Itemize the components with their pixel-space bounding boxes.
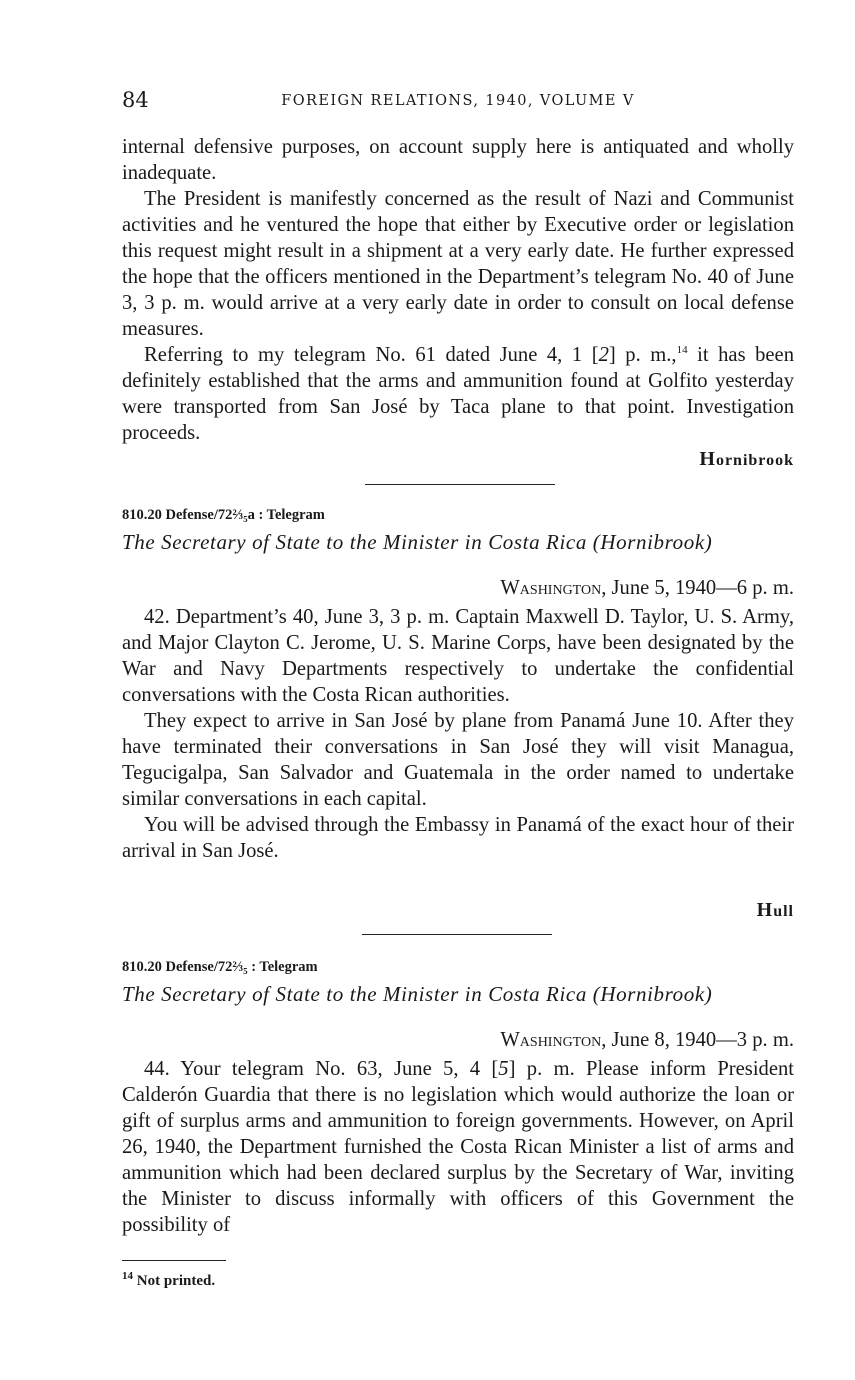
file-reference-2: 810.20 Defense/72⅔₅ : Telegram	[122, 959, 318, 975]
document-title-2: The Secretary of State to the Minister in Costa Rica (Hornibrook)	[122, 982, 713, 1006]
paragraph-42: 42. Department’s 40, June 3, 3 p. m. Captain Maxwell D. Taylor, U. S. Army, and Major Clayton C. Jerome, U. S. Marine Corps, have been designated by the War and Navy Departments respectively to undertake the confidential conversations with the Costa Rican authorities.	[122, 606, 794, 706]
dateline: Washington, June 5, 1940—6 p. m.	[500, 577, 794, 599]
continued-telegram	[122, 134, 794, 446]
paragraph-44: 44. Your telegram No. 63, June 5, 4 [5] p. m. Please inform President Calderón Guardia that there is no legislation which would authorize the loan or gift of surplus arms and ammunition to foreign governments. However, on April 26, 1940, the Department furnished the Costa Rican Minister a list of arms and ammunition which had been declared surplus by the Secretary of War, inviting the Minister to discuss informally with officers of this Government the possibility of	[122, 1058, 794, 1236]
footnote-14: $^{14}$ Not printed.	[122, 1270, 216, 1289]
paragraph-advised: You will be advised through the Embassy in Panamá of the exact hour of their arrival in San José.	[122, 814, 794, 862]
paragraph-2: The President is manifestly concerned as the result of Nazi and Communist activities and he ventured the hope that either by Executive order or legislation this request might result in a shipment at a very early date. He further expressed the hope that the officers mentioned in the Department’s telegram No. 40 of June 3, 3 p. m. would arrive at a very early date in order to consult on local defense measures.	[122, 188, 794, 340]
file-reference: 810.20 Defense/72⅔₅a : Telegram	[122, 507, 325, 523]
paragraph-1: internal defensive purposes, on account supply here is antiquated and wholly inadequate.	[122, 136, 794, 184]
signature-hull: Hull	[756, 899, 794, 921]
signature-hornibrook: Hornibrook	[699, 448, 794, 470]
dateline-2: Washington, June 8, 1940—3 p. m.	[500, 1029, 794, 1051]
document-3	[122, 959, 794, 1238]
section-divider	[365, 484, 555, 485]
document-title: The Secretary of State to the Minister in Costa Rica (Hornibrook)	[122, 530, 713, 554]
section-divider-2	[362, 934, 552, 935]
footnote-ref-14: 14	[676, 344, 688, 357]
running-head: FOREIGN RELATIONS, 1940, VOLUME V	[281, 93, 635, 109]
footnote-divider	[122, 1260, 226, 1261]
paragraph-arrival: They expect to arrive in San José by plane from Panamá June 10. After they have terminated their conversations in San José they will visit Managua, Tegucigalpa, San Salvador and Guatemala in the order named to undertake similar conversations in each capital.	[122, 710, 794, 810]
page-header	[122, 88, 794, 118]
document-2	[122, 507, 794, 864]
paragraph-3: Referring to my telegram No. 61 dated June 4, 1 [2] p. m.,$^{14}$ it has been definitely established that the arms and ammunition found at Golfito yesterday were transported from San José by Taca plane to that point. Investigation proceeds.	[122, 344, 794, 444]
page-number: 84	[122, 88, 149, 112]
